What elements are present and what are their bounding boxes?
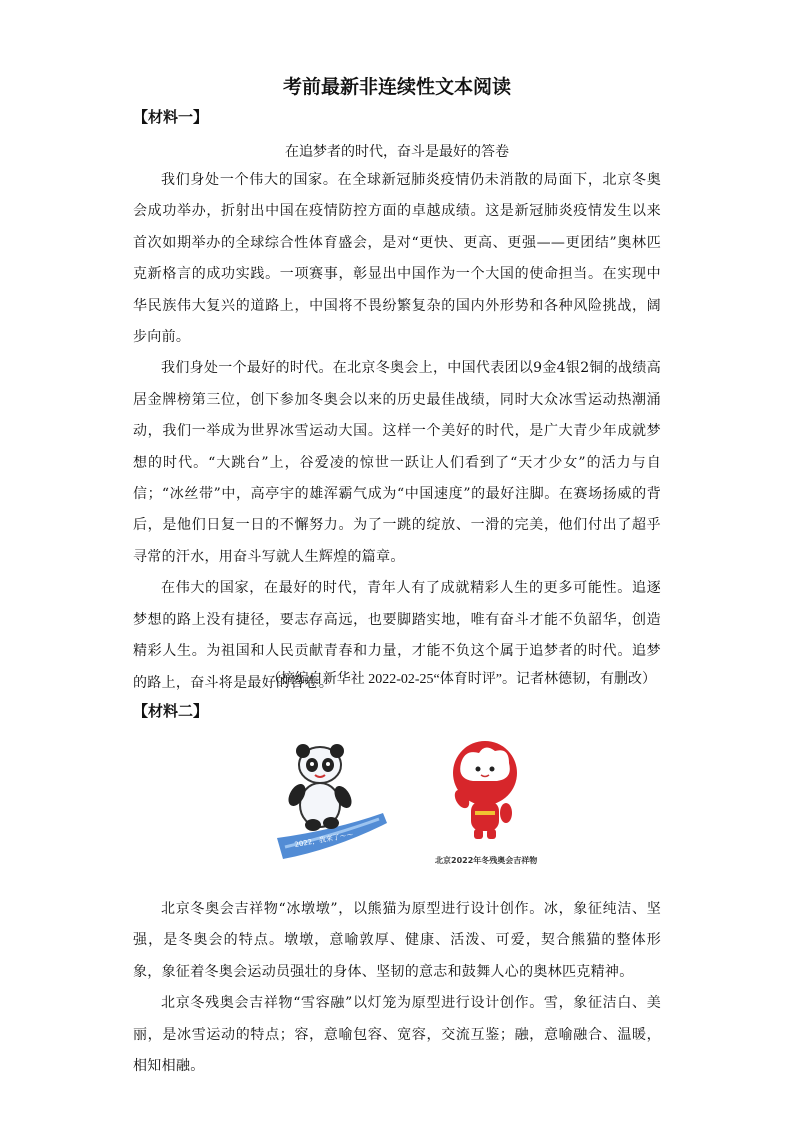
material1-body	[133, 165, 661, 699]
shuey-rhon-rhon-image	[452, 741, 517, 839]
source-citation: （摘编自新华社 2022-02-25“体育时评”。记者林德韧，有删改）	[266, 672, 656, 687]
mascot-figure	[275, 735, 595, 875]
paragraph: 北京冬残奥会吉祥物“雪容融”以灯笼为原型进行设计创作。雪，象征洁白、美丽，是冰雪运动的特点；容，意喻包容、宽容，交流互鉴；融，意喻融合、温暖，相知相融。	[133, 995, 661, 1075]
material2-body	[133, 894, 661, 1082]
mascots-illustration	[275, 735, 595, 875]
material2-label: 【材料二】	[133, 702, 209, 720]
mascot-caption: 北京2022年冬残奥会吉祥物	[435, 856, 538, 865]
page-title: 考前最新非连续性文本阅读	[282, 76, 511, 98]
paragraph: 我们身处一个伟大的国家。在全球新冠肺炎疫情仍未消散的局面下，北京冬奥会成功举办，折射出中国在疫情防控方面的卓越成绩。这是新冠肺炎疫情发生以来首次如期举办的全球综合性体育盛会，是对“更快、更高、更强——更团结”奥林匹克新格言的成功实践。一项赛事，彰显出中国作为一个大国的使命担当。在实现中华民族伟大复兴的道路上，中国将不畏纷繁复杂的国内外形势和各种风险挑战，阔步向前。	[133, 172, 661, 346]
paragraph: 我们身处一个最好的时代。在北京冬奥会上，中国代表团以9金4银2铜的战绩高居金牌榜第三位，创下参加冬奥会以来的历史最佳战绩，同时大众冰雪运动热潮涌动，我们一举成为世界冰雪运动大国。这样一个美好的时代，是广大青少年成就梦想的时代。“大跳台”上，谷爱凌的惊世一跃让人们看到了“天才少女”的活力与自信；“冰丝带”中，高亭宇的雄浑霸气成为“中国速度”的最好注脚。在赛场扬威的背后，是他们日复一日的不懈努力。为了一跳的绽放、一滑的完美，他们付出了超乎寻常的汗水，用奋斗写就人生辉煌的篇章。	[133, 360, 661, 565]
article-subtitle: 在追梦者的时代，奋斗是最好的答卷	[285, 144, 509, 160]
material1-label: 【材料一】	[133, 108, 209, 126]
board-text: 2022，我来了～～	[293, 830, 355, 849]
paragraph: 北京冬奥会吉祥物“冰墩墩”，以熊猫为原型进行设计创作。冰，象征纯洁、坚强，是冬奥会的特点。墩墩，意喻敦厚、健康、活泼、可爱，契合熊猫的整体形象，象征着冬奥会运动员强壮的身体、坚韧的意志和鼓舞人心的奥林匹克精神。	[133, 901, 661, 980]
paragraph: 在伟大的国家，在最好的时代，青年人有了成就精彩人生的更多可能性。追逐梦想的路上没有捷径，要志存高远，也要脚踏实地，唯有奋斗才能不负韶华，创造精彩人生。为祖国和人民贡献青春和力量，才能不负这个属于追梦者的时代。追梦的路上，奋斗将是最好的答卷。	[133, 580, 661, 691]
